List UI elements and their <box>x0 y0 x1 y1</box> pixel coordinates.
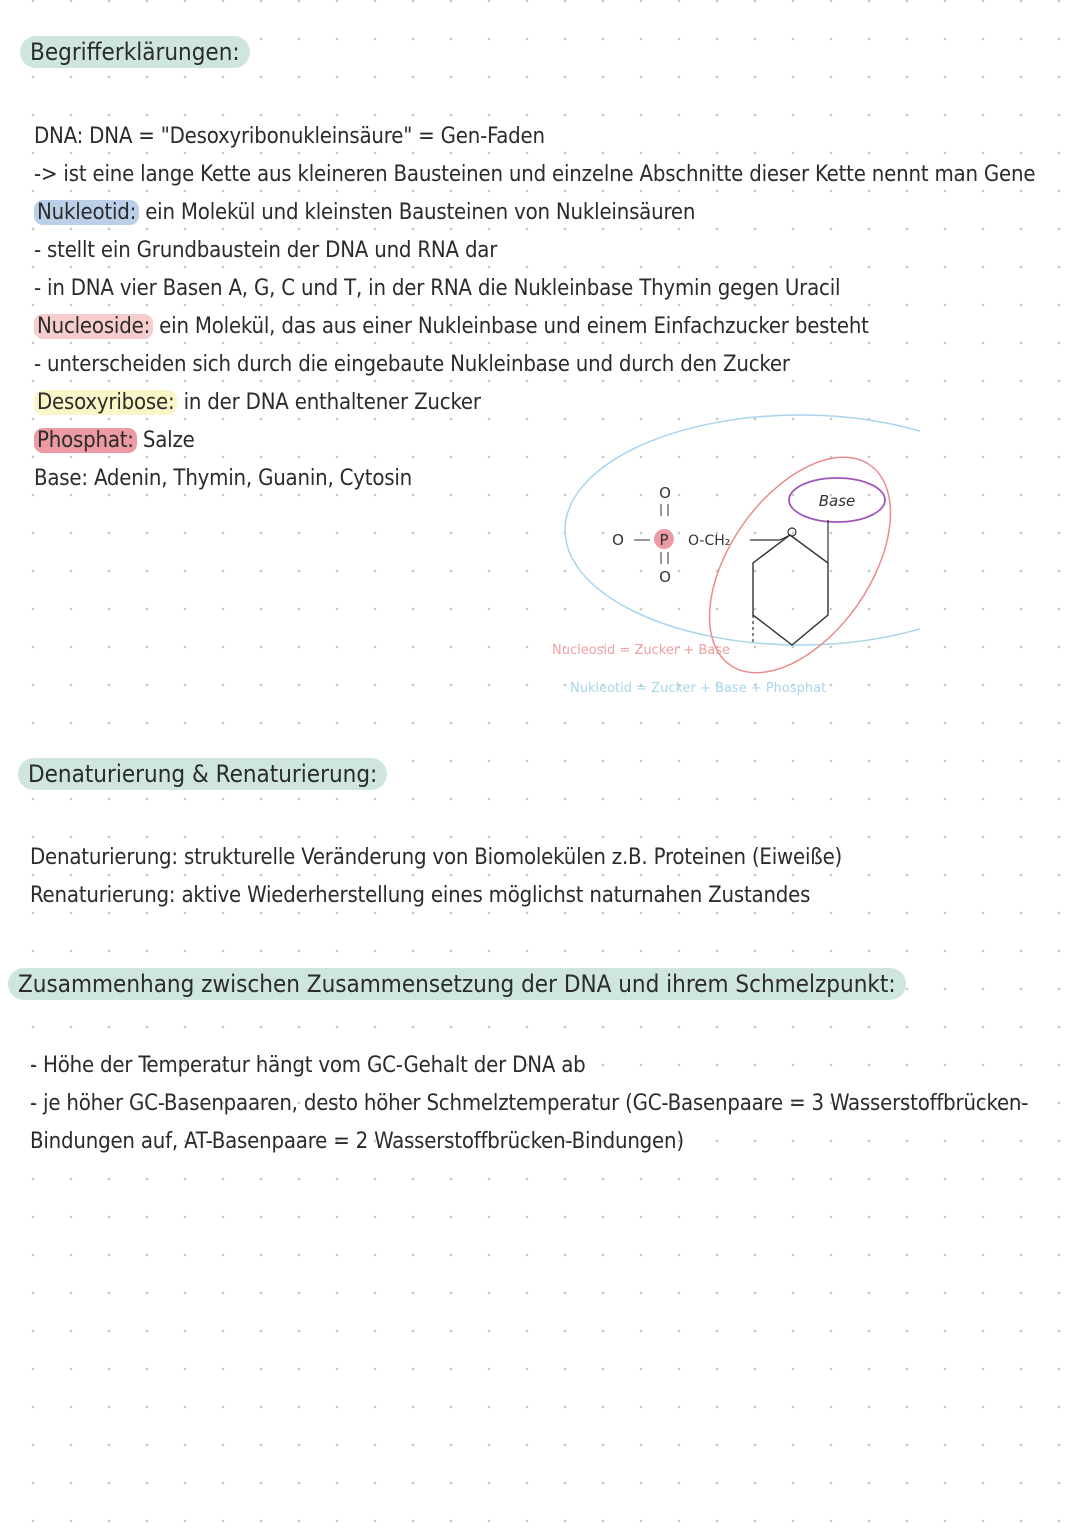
definition-nukleotid <box>34 200 695 225</box>
oxygen-top: O <box>659 484 671 502</box>
definition-text: aktive Wiederherstellung eines möglichst naturnahen Zustandes <box>181 883 811 908</box>
nucleosid-ellipse <box>673 425 920 705</box>
term-phosphat: Phosphat: <box>34 428 137 453</box>
nucleosid-note: Nucleosid = Zucker + Base <box>552 643 730 658</box>
definition-text: ein Molekül, das aus einer Nukleinbase und einem Einfachzucker besteht <box>159 314 869 339</box>
ch2-group: O-CH₂ <box>688 533 731 549</box>
base-label: Base <box>818 492 856 510</box>
section-heading-begriffe <box>20 38 250 66</box>
definition-text: strukturelle Veränderung von Biomolekülen z.B. Proteinen (Eiweiße) <box>183 845 843 870</box>
phosphorus-atom: P <box>659 531 669 549</box>
bullet-line: Bindungen auf, AT-Basenpaare = 2 Wasserstoffbrücken-Bindungen) <box>30 1129 684 1154</box>
nukleotid-ellipse <box>565 415 920 645</box>
bullet-line: - stellt ein Grundbaustein der DNA und RNA dar <box>34 238 498 263</box>
heading-text: Denaturierung & Renaturierung: <box>18 758 387 790</box>
bullet-line: - unterscheiden sich durch die eingebaute Nukleinbase und durch den Zucker <box>34 352 790 377</box>
definition-renaturierung <box>30 883 810 908</box>
definition-text: Adenin, Thymin, Guanin, Cytosin <box>93 466 413 491</box>
definition-phosphat <box>34 428 195 453</box>
heading-text: Begrifferklärungen: <box>20 36 250 68</box>
definition-text: DNA = "Desoxyribonukleinsäure" = Gen-Faden <box>89 124 545 149</box>
definition-dna <box>34 124 545 149</box>
term-nukleotid: Nukleotid: <box>34 200 139 225</box>
term-denaturierung: Denaturierung: <box>30 845 178 870</box>
bullet-line: - in DNA vier Basen A, G, C und T, in der RNA die Nukleinbase Thymin gegen Uracil <box>34 276 841 301</box>
definition-base <box>34 466 412 491</box>
bullet-line: - Höhe der Temperatur hängt vom GC-Gehalt der DNA ab <box>30 1053 586 1078</box>
definition-denaturierung <box>30 845 842 870</box>
bullet-line: - je höher GC-Basenpaaren, desto höher Schmelztemperatur (GC-Basenpaare = 3 Wasserstoffbrücken- <box>30 1091 1029 1116</box>
term-renaturierung: Renaturierung: <box>30 883 176 908</box>
section-heading-schmelzpunkt <box>8 970 906 998</box>
nucleotide-structure-diagram <box>540 400 920 710</box>
term-nucleoside: Nucleoside: <box>34 314 153 339</box>
oxygen-bottom: O <box>659 568 671 586</box>
definition-desoxyribose <box>34 390 481 415</box>
definition-text: in der DNA enthaltener Zucker <box>183 390 481 415</box>
definition-text: ein Molekül und kleinsten Bausteinen von Nukleinsäuren <box>145 200 696 225</box>
nukleotid-note: Nukleotid = Zucker + Base + Phosphat <box>570 681 827 696</box>
term-desoxyribose: Desoxyribose: <box>34 390 177 415</box>
oxygen-left: O <box>612 531 624 549</box>
definition-text: Salze <box>142 428 195 453</box>
term-dna: DNA: <box>34 124 84 149</box>
heading-text: Zusammenhang zwischen Zusammensetzung der DNA und ihrem Schmelzpunkt: <box>8 968 906 1000</box>
term-base: Base: <box>34 466 88 491</box>
sugar-ring <box>753 535 828 645</box>
definition-nucleoside <box>34 314 869 339</box>
section-heading-denaturierung <box>18 760 387 788</box>
definition-dna-detail: -> ist eine lange Kette aus kleineren Bausteinen und einzelne Abschnitte dieser Kette nennt man Gene <box>34 162 1036 187</box>
